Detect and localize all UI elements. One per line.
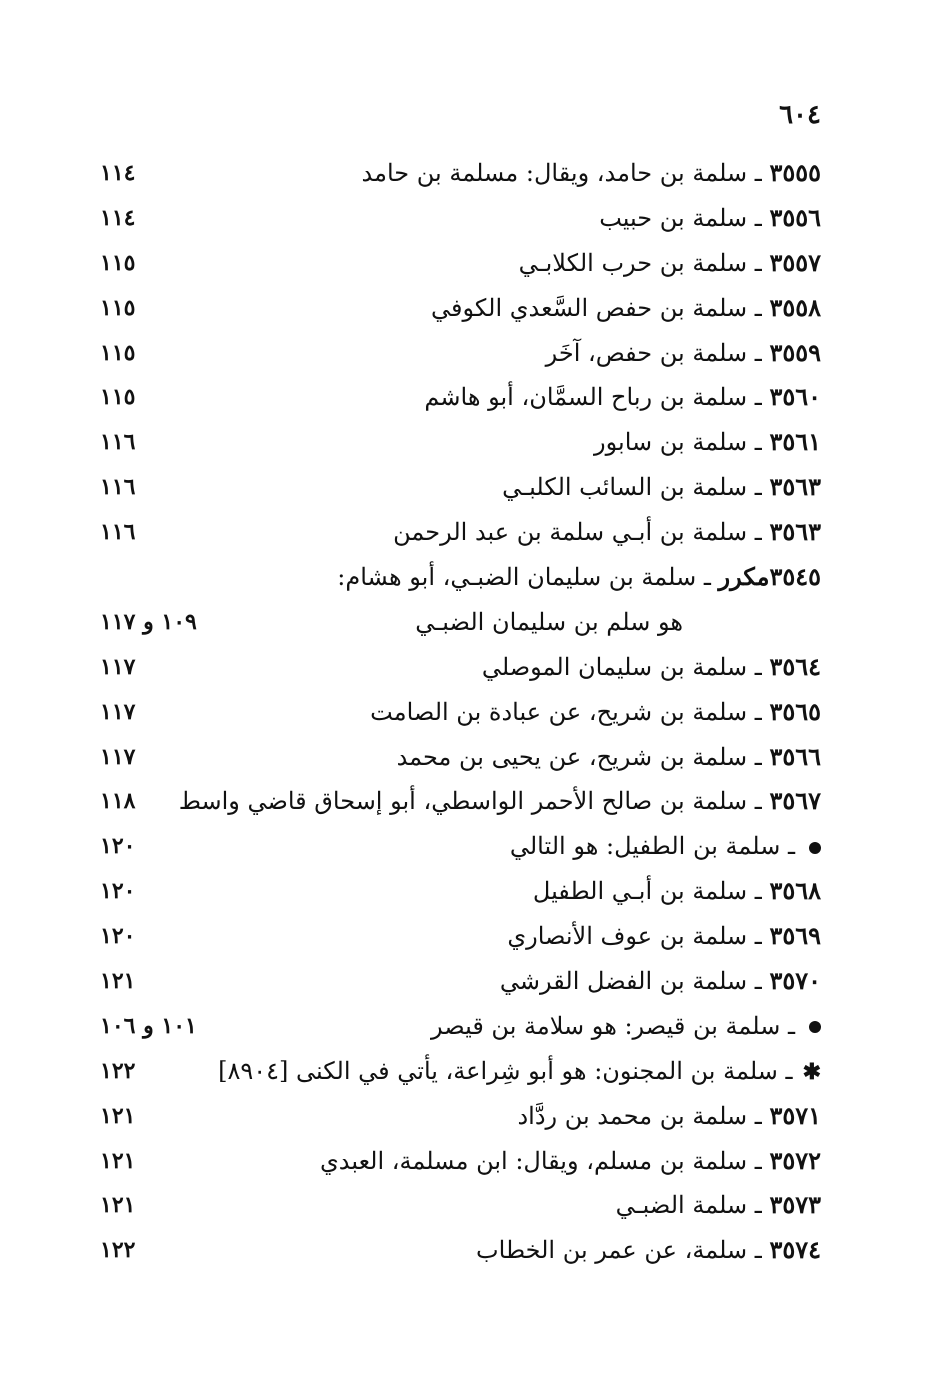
entry-page-reference: ١١٦: [100, 519, 136, 546]
entry-number: ٣٥٦٠: [769, 382, 821, 412]
index-entry-row: [0, 913, 933, 958]
entry-number: ٣٥٦٥: [769, 696, 821, 726]
page-number: ٦٠٤: [779, 100, 821, 130]
entry-text: هو سلم بن سليمان الضبـي: [415, 607, 683, 636]
index-entry: [393, 515, 821, 549]
entry-page-reference: ١١٦: [100, 429, 136, 456]
index-entry-row: [0, 330, 933, 375]
index-entry-row: [0, 823, 933, 868]
index-entry-row: [0, 1182, 933, 1227]
index-entry-row: [0, 1093, 933, 1138]
entry-text: ـ سلمة بن قيصر: هو سلامة بن قيصر: [431, 1011, 795, 1040]
index-entry: [500, 964, 821, 998]
index-entry: [482, 650, 821, 684]
index-entry: [218, 1054, 821, 1089]
entry-text: ـ سلمة الضبـي: [615, 1191, 762, 1220]
index-entry-row: [0, 150, 933, 195]
entry-number: ٣٥٥٧: [769, 247, 821, 277]
index-entry-row: [0, 419, 933, 464]
index-entry: [179, 784, 821, 818]
index-entry: [533, 874, 821, 908]
entry-page-reference: ١٠٩ و ١١٧: [100, 608, 197, 635]
index-entry-row: [0, 644, 933, 689]
index-entry-row: [0, 1003, 933, 1048]
index-entry: [424, 380, 821, 414]
entry-text: ـ سلمة، عن عمر بن الخطاب: [476, 1236, 762, 1265]
index-entry: [320, 1144, 821, 1178]
entry-page-reference: ١١٨: [100, 788, 136, 815]
index-entry: [431, 291, 821, 325]
entry-number: ٣٥٦٣: [769, 517, 821, 547]
entry-number: ٣٥٦٤: [769, 651, 821, 681]
entry-number: ٣٥٥٨: [769, 292, 821, 322]
entry-page-reference: ١٢٢: [100, 1237, 136, 1264]
index-entry-row: [0, 240, 933, 285]
entry-page-reference: ١٢١: [100, 1147, 136, 1174]
entry-text: ـ سلمة بن شريح، عن عبادة بن الصامت: [370, 697, 762, 726]
index-entry-row: [0, 195, 933, 240]
entry-text: ـ سلمة بن سليمان الضبـي، أبو هشام:: [337, 563, 711, 592]
index-entry: [616, 1188, 821, 1222]
index-entry: [546, 336, 821, 370]
entry-text: ـ سلمة بن السائب الكلبـي: [502, 473, 762, 502]
asterisk-icon: ✱: [802, 1058, 821, 1085]
entry-text: ـ سلمة بن صالح الأحمر الواسطي، أبو إسحاق قاضي واسط: [178, 787, 762, 816]
entry-number: ٣٥٦٣: [769, 472, 821, 502]
entry-number: ٣٥٦١: [769, 427, 821, 457]
entry-page-reference: ١١٧: [100, 698, 136, 725]
bullet-dot-icon: [809, 842, 821, 854]
index-entry-row: [0, 958, 933, 1003]
entry-page-reference: ١١٥: [100, 249, 136, 276]
index-entry-row: [0, 285, 933, 330]
entry-page-reference: ١١٤: [100, 160, 136, 186]
entry-page-reference: ١٢١: [100, 1192, 136, 1219]
index-entry: [431, 1009, 821, 1043]
entry-text: ـ سلمة بن الفضل القرشي: [499, 967, 762, 996]
entry-text: ـ سلمة بن أبـي سلمة بن عبد الرحمن: [393, 518, 762, 547]
entry-text: ـ سلمة بن مسلم، ويقال: ابن مسلمة، العبدي: [319, 1146, 762, 1175]
entry-page-reference: ١١٥: [100, 294, 136, 321]
index-entry: [517, 1099, 821, 1133]
entry-number: ٣٥٦٦: [769, 741, 821, 771]
entry-text: ـ سلمة بن سابور: [594, 428, 762, 457]
entry-number: ٣٥٦٩: [769, 921, 821, 951]
entry-number: ٣٥٧٣: [769, 1190, 821, 1220]
index-entry: [397, 740, 821, 774]
entry-number: ٣٥٧٠: [769, 966, 821, 996]
entry-number: ٣٥٥٦: [769, 202, 821, 232]
index-entry-row: [0, 374, 933, 419]
entry-page-reference: ١٢٢: [100, 1057, 136, 1084]
entry-text: ـ سلمة بن المجنون: هو أبو شِراعة، يأتي في الكنى [٨٩٠٤]: [218, 1056, 793, 1085]
entry-page-reference: ١١٧: [100, 653, 136, 680]
entry-number: ٣٥٧٢: [769, 1145, 821, 1175]
index-entry-row: [0, 689, 933, 734]
entry-text: ـ سلمة بن حفص، آخَر: [545, 338, 762, 367]
index-entry-row: [0, 509, 933, 554]
index-entry: [599, 201, 821, 235]
index-entry: [519, 246, 821, 280]
entry-number: ٣٥٦٧: [769, 786, 821, 816]
index-entry: [510, 829, 821, 863]
entry-page-reference: ١٢٠: [100, 878, 136, 905]
entry-number: ٣٥٦٨: [769, 876, 821, 906]
entry-text: ـ سلمة بن حامد، ويقال: مسلمة بن حامد: [361, 159, 762, 187]
entry-page-reference: ١٢٠: [100, 923, 136, 950]
entry-page-reference: ١٢٠: [100, 833, 136, 860]
entry-text: ـ سلمة بن سليمان الموصلي: [481, 652, 762, 681]
entry-page-reference: ١١٥: [100, 384, 136, 411]
entry-number: ٣٥٤٥مكرر: [718, 562, 821, 592]
index-entry: [415, 605, 683, 639]
index-entry-row: [0, 1138, 933, 1183]
index-entry-row: [0, 1048, 933, 1093]
index-entry-row: [0, 464, 933, 509]
entry-page-reference: ١٢١: [100, 1102, 136, 1129]
entry-text: ـ سلمة بن حبيب: [599, 203, 762, 232]
entry-number: ٣٥٥٥: [769, 158, 821, 187]
index-entry: [337, 560, 821, 594]
index-entry-row: [0, 554, 933, 599]
index-entry: [476, 1233, 821, 1267]
entry-page-reference: ١٠١ و ١٠٦: [100, 1012, 197, 1039]
index-entry: [370, 695, 821, 729]
index-entry: [594, 425, 821, 459]
entry-page-reference: ١١٤: [100, 204, 136, 231]
index-entry: [507, 919, 821, 953]
entry-page-reference: ١٢١: [100, 968, 136, 995]
entry-number: ٣٥٧١: [769, 1100, 821, 1130]
index-list: [0, 150, 933, 1272]
index-entry-row: [0, 868, 933, 913]
index-entry-row: [0, 599, 933, 644]
index-entry-row: [0, 778, 933, 823]
index-entry-row: [0, 1227, 933, 1272]
entry-number: ٣٥٥٩: [769, 337, 821, 367]
entry-number: ٣٥٧٤: [769, 1235, 821, 1265]
entry-page-reference: ١١٧: [100, 743, 136, 770]
bullet-dot-icon: [809, 1021, 821, 1033]
entry-text: ـ سلمة بن رباح السمَّان، أبو هاشم: [424, 383, 762, 412]
entry-text: ـ سلمة بن حرب الكلابـي: [518, 248, 762, 277]
entry-text: ـ سلمة بن حفص السَّعدي الكوفي: [431, 293, 762, 322]
entry-text: ـ سلمة بن الطفيل: هو التالي: [509, 832, 795, 861]
entry-page-reference: ١١٥: [100, 339, 136, 366]
index-entry: [362, 156, 821, 190]
entry-page-reference: ١١٦: [100, 474, 136, 501]
entry-text: ـ سلمة بن أبـي الطفيل: [532, 877, 762, 906]
entry-text: ـ سلمة بن عوف الأنصاري: [507, 922, 762, 951]
index-entry-row: [0, 734, 933, 779]
index-entry: [502, 470, 821, 504]
entry-text: ـ سلمة بن محمد بن ردَّاد: [517, 1101, 762, 1130]
entry-text: ـ سلمة بن شريح، عن يحيى بن محمد: [396, 742, 762, 771]
